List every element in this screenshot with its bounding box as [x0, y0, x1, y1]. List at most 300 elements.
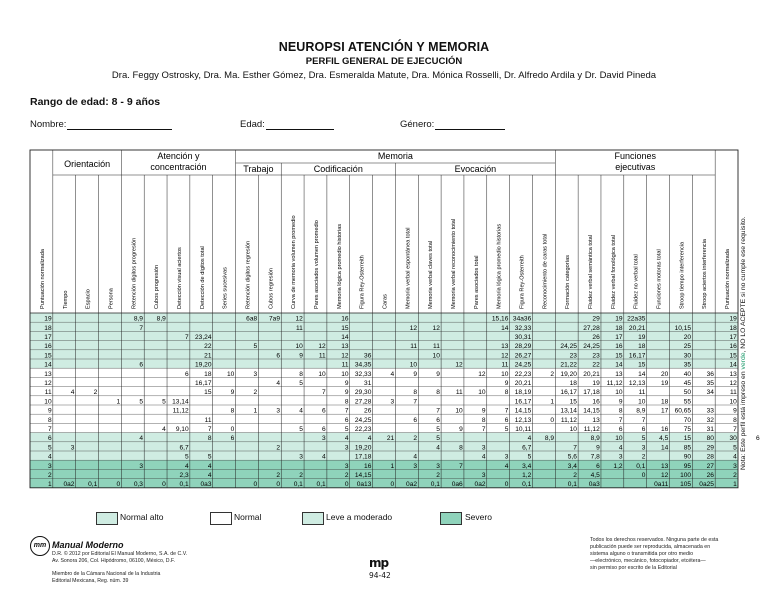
column-header: Caras — [382, 294, 389, 309]
table-cell: 2 — [436, 472, 440, 479]
score-cell: 1 — [47, 481, 52, 489]
table-cell: 29,30 — [354, 389, 372, 397]
table-cell: 9 — [596, 444, 600, 452]
table-cell: 19,20 — [194, 361, 212, 369]
column-header: Detección visual aciertos — [176, 247, 183, 309]
table-cell: 4 — [184, 462, 189, 470]
table-cell: 19 — [615, 315, 623, 323]
column-header: Memoria lógica promedio historias — [496, 223, 503, 309]
table-cell: 18 — [204, 370, 212, 378]
score-cell: 19 — [729, 315, 737, 323]
table-cell: 24,25 — [560, 343, 577, 351]
table-cell: 10 — [501, 370, 509, 378]
table-cell: 6 — [641, 426, 646, 433]
table-cell: 4 — [527, 435, 532, 443]
table-cell: 6 — [344, 416, 349, 424]
score-cell: 16 — [729, 343, 737, 351]
table-cell: 7 — [322, 389, 326, 397]
table-cell: 11,12 — [583, 426, 600, 433]
table-cell: 10 — [455, 407, 463, 415]
page-subtitle: PERFIL GENERAL DE EJECUCIÓN — [305, 56, 463, 67]
table-cell: 31 — [706, 426, 714, 433]
table-cell: 12 — [478, 370, 486, 378]
table-cell: 24,25 — [514, 361, 532, 369]
table-cell: 7 — [504, 407, 509, 415]
table-cell: 21 — [386, 435, 395, 443]
table-cell: 8,9 — [156, 315, 166, 323]
legend-label-mild-moderate: Leve a moderado — [326, 512, 393, 522]
table-cell: 0a3 — [588, 481, 600, 489]
table-cell: 5 — [299, 426, 303, 433]
table-cell: 4 — [344, 435, 349, 443]
score-cell: 3 — [733, 462, 737, 470]
table-cell: 3 — [344, 462, 349, 470]
table-cell: 70 — [683, 416, 692, 424]
table-cell: 0a2 — [474, 481, 486, 489]
table-cell: 6 — [436, 416, 440, 424]
row-band — [30, 359, 738, 368]
table-cell: 1,2 — [613, 462, 623, 470]
column-header: Cubos regresión — [268, 267, 275, 309]
group-label: Atención y — [157, 151, 200, 161]
column-header: Series sucesivas — [222, 267, 229, 309]
table-cell: 0 — [550, 416, 555, 424]
group-label: Orientación — [64, 159, 111, 169]
table-cell: 29 — [706, 444, 714, 452]
group-label: ejecutivas — [615, 162, 656, 172]
table-cell: 12 — [660, 472, 669, 479]
subgroup-label: Trabajo — [243, 164, 274, 174]
table-cell: 11,12 — [172, 407, 189, 415]
table-cell: 19,20 — [354, 444, 372, 452]
column-header: Persona — [108, 288, 115, 309]
table-cell: 7 — [436, 407, 440, 415]
column-header: Funciones motoras total — [656, 249, 663, 309]
rights-line: sin permiso por escrito de la Editorial — [590, 564, 677, 571]
table-cell: 20,21 — [514, 380, 532, 387]
table-cell: 19 — [592, 380, 600, 387]
table-cell: 6,7 — [522, 444, 532, 452]
table-cell: 5 — [436, 435, 440, 443]
column-header: Formación categorías — [565, 254, 572, 309]
table-cell: 16,17 — [628, 352, 646, 360]
table-cell: 0a13 — [356, 481, 372, 489]
table-cell: 11 — [410, 343, 418, 351]
column-header: Memoria lógica promedio historias — [336, 223, 343, 309]
legend-swatch-severe — [440, 512, 462, 525]
table-cell: 7 — [618, 416, 623, 424]
table-cell: 10 — [409, 361, 418, 369]
table-cell: 5 — [253, 343, 258, 351]
table-cell: 3 — [344, 444, 349, 452]
subgroup-label: Codificación — [313, 164, 363, 174]
table-cell: 2 — [641, 453, 646, 461]
table-cell: 9 — [344, 380, 349, 387]
column-header: Espacio — [85, 289, 92, 309]
rights-line: Todos los derechos reservados. Ninguna parte de esta — [590, 537, 719, 543]
table-cell: 16 — [592, 398, 600, 406]
table-cell: 4 — [70, 389, 75, 397]
table-cell: 22,23 — [514, 370, 532, 378]
table-cell: 12 — [318, 343, 326, 351]
table-cell: 10 — [227, 370, 235, 378]
table-cell: 11 — [501, 361, 509, 369]
rights-line: publicación puede ser reproducida, almacenada en — [590, 543, 711, 550]
table-cell: 14,15 — [583, 407, 600, 415]
table-cell: 17 — [660, 407, 669, 415]
table-cell: 3 — [641, 444, 646, 452]
table-cell: 8 — [504, 389, 509, 397]
table-cell: 18 — [638, 343, 646, 351]
table-cell: 7 — [139, 324, 143, 332]
gender-label: Género: — [400, 119, 435, 130]
table-cell: 14 — [501, 324, 509, 332]
table-cell: 85 — [683, 444, 692, 452]
table-cell: 31 — [364, 380, 372, 387]
score-cell: 15 — [44, 352, 52, 360]
table-cell: 26 — [592, 334, 600, 341]
table-cell: 8 — [481, 416, 486, 424]
age-range-heading: Rango de edad: 8 - 9 años — [30, 96, 161, 108]
column-header: Fluidez verbal semántica total — [588, 235, 595, 309]
table-cell: 40 — [683, 370, 692, 378]
table-cell: 12,13 — [628, 380, 646, 387]
table-cell: 0,1 — [430, 481, 440, 489]
publisher-logo-icon: mm — [30, 536, 50, 556]
table-cell: 5,6 — [567, 453, 577, 461]
score-cell: 5 — [733, 444, 737, 452]
column-header: Fluidez no verbal total — [633, 254, 640, 309]
code-logo-icon: mp — [369, 556, 389, 570]
table-cell: 1 — [390, 462, 395, 470]
score-cell: 15 — [729, 352, 737, 360]
table-cell: 11 — [455, 389, 463, 397]
table-cell: 4 — [390, 370, 395, 378]
table-cell: 17 — [615, 334, 623, 341]
table-cell: 21,22 — [560, 361, 577, 369]
table-cell: 18 — [569, 380, 577, 387]
table-cell: 13,14 — [172, 398, 189, 406]
score-cell: 17 — [729, 334, 737, 341]
table-cell: 11,12 — [606, 380, 623, 387]
table-cell: 0 — [390, 481, 395, 489]
table-cell: 19 — [660, 380, 669, 387]
table-cell: 22 — [592, 361, 600, 369]
row-band — [30, 460, 738, 469]
table-cell: 7 — [344, 407, 349, 415]
table-cell: 14 — [615, 361, 623, 369]
column-header: Curva de memoria volumen promedio — [291, 215, 298, 309]
table-cell: 14 — [341, 334, 349, 341]
table-cell: 9 — [504, 380, 509, 387]
score-cell: 2 — [47, 472, 52, 479]
table-cell: 20,21 — [628, 324, 646, 332]
score-cell: 10 — [44, 398, 52, 406]
table-cell: 14 — [638, 370, 646, 378]
table-cell: 26 — [364, 407, 372, 415]
score-cell: 17 — [44, 334, 52, 341]
table-cell: 6 — [504, 416, 509, 424]
table-cell: 0,1 — [522, 481, 532, 489]
table-cell: 0a2 — [406, 481, 418, 489]
score-cell: 4 — [733, 453, 737, 461]
table-cell: 8,9 — [636, 407, 646, 415]
subgroup-label: Evocación — [454, 164, 497, 174]
table-cell: 3 — [504, 453, 509, 461]
table-cell: 4,5 — [659, 435, 669, 443]
table-cell: 5 — [344, 426, 349, 433]
table-cell: 18 — [660, 398, 669, 406]
table-cell: 100 — [680, 472, 692, 479]
table-cell: 26 — [706, 472, 714, 479]
table-cell: 0 — [504, 481, 509, 489]
table-cell: 3 — [481, 444, 486, 452]
table-cell: 17,18 — [583, 389, 600, 397]
table-cell: 15 — [683, 435, 692, 443]
table-cell: 60,65 — [674, 407, 692, 415]
score-cell: 9 — [733, 407, 737, 415]
table-cell: 13 — [341, 343, 349, 351]
table-cell: 6 — [596, 462, 600, 470]
legend-label-severe: Severo — [465, 512, 492, 522]
table-cell: 10 — [318, 370, 326, 378]
column-header: Retención dígitos regresión — [245, 240, 252, 309]
table-cell: 20,21 — [583, 370, 600, 378]
table-cell: 2 — [299, 472, 303, 479]
table-cell: 22,23 — [354, 426, 372, 433]
table-cell: 3 — [253, 370, 258, 378]
table-cell: 13 — [501, 343, 509, 351]
score-cell: 16 — [44, 343, 52, 351]
table-cell: 34,35 — [354, 361, 372, 369]
table-cell: 16 — [660, 426, 669, 433]
table-cell: 15 — [341, 324, 349, 332]
row-band — [30, 451, 738, 460]
score-cell: 12 — [44, 380, 52, 387]
table-cell: 24,25 — [583, 343, 600, 351]
score-cell: 13 — [44, 370, 52, 378]
score-cell: 9 — [47, 407, 52, 415]
column-header: Puntuación normalizada — [725, 248, 732, 309]
table-cell: 17,18 — [354, 453, 372, 461]
column-header: Retención dígitos progresión — [131, 237, 138, 309]
table-cell: 6 — [322, 407, 326, 415]
table-cell: 7,8 — [590, 453, 600, 461]
table-cell: 2 — [276, 472, 281, 479]
table-cell: 0 — [641, 472, 646, 479]
table-cell: 8,9 — [544, 435, 555, 443]
table-cell: 15 — [638, 361, 646, 369]
table-cell: 10,11 — [515, 426, 532, 433]
table-cell: 13 — [592, 416, 600, 424]
table-cell: 6a8 — [246, 315, 258, 323]
table-cell: 9 — [618, 398, 623, 406]
table-cell: 0a2 — [63, 481, 75, 489]
table-cell: 11 — [433, 343, 440, 351]
table-cell: 8 — [436, 389, 440, 397]
table-cell: 27,28 — [354, 398, 372, 406]
score-cell: 4 — [47, 453, 52, 461]
score-cell: 7 — [733, 426, 737, 433]
table-cell: 27,28 — [583, 324, 600, 332]
score-cell: 11 — [44, 389, 52, 397]
rights-notice — [590, 537, 740, 572]
table-cell: 5 — [162, 398, 166, 406]
authors-line: Dra. Feggy Ostrosky, Dra. Ma. Esther Gómez, Dra. Esmeralda Matute, Dra. Mónica Rosselli, Dr. Alfredo Ardila y Dr. David Pineda — [111, 70, 657, 81]
table-cell: 9 — [344, 389, 349, 397]
group-label: Funciones — [614, 151, 656, 161]
table-cell: 6 — [139, 361, 143, 369]
table-cell: 19 — [638, 334, 646, 341]
table-cell: 10 — [638, 398, 646, 406]
table-cell: 24,25 — [354, 416, 372, 424]
table-cell: 6 — [184, 370, 189, 378]
row-band — [30, 442, 738, 451]
table-cell: 4 — [162, 426, 166, 433]
column-header: Puntuación normalizada — [39, 248, 46, 309]
column-header: Pares asociados total — [473, 255, 480, 309]
table-cell: 0 — [116, 481, 121, 489]
table-cell: 7 — [641, 416, 646, 424]
publisher-detail-line — [52, 565, 187, 572]
table-cell: 36 — [706, 370, 714, 378]
table-cell: 16,17 — [560, 389, 577, 397]
table-cell: 12,13 — [514, 416, 532, 424]
table-cell: 5 — [527, 453, 532, 461]
publisher-detail-line: D.R. © 2012 por Editorial El Manual Moderno, S.A. de C.V. — [52, 551, 188, 557]
legend-swatch-normal-high — [96, 512, 118, 525]
publisher-detail-line: Editorial Mexicana, Reg. núm. 39 — [52, 578, 129, 585]
publisher-details — [52, 551, 187, 585]
score-cell: 30 — [729, 435, 737, 443]
table-cell: 3,4 — [522, 462, 532, 470]
table-cell: 1 — [253, 407, 258, 415]
table-cell: 0a3 — [200, 481, 212, 489]
score-cell: 18 — [729, 324, 737, 332]
table-cell: 35 — [706, 380, 714, 387]
table-cell: 3 — [276, 407, 281, 415]
table-cell: 10 — [341, 370, 349, 378]
table-cell: 0a25 — [699, 481, 714, 489]
table-cell: 9 — [299, 352, 303, 360]
table-cell: 19,20 — [560, 370, 577, 378]
score-cell: 6 — [47, 435, 52, 443]
table-cell: 11 — [318, 352, 326, 360]
table-cell: 25 — [683, 343, 692, 351]
table-cell: 13 — [660, 462, 669, 470]
table-cell: 7 — [207, 426, 212, 433]
table-cell: 95 — [683, 462, 692, 470]
table-cell: 11,12 — [560, 416, 577, 424]
rights-line: sistema alguno o transmitida por otro medio — [590, 550, 694, 557]
table-cell: 8 — [207, 435, 212, 443]
table-cell: 34 — [706, 389, 714, 397]
table-cell: 12 — [501, 352, 509, 360]
table-cell: 3,4 — [567, 462, 577, 470]
table-cell: 6,7 — [179, 444, 189, 452]
row-band — [30, 341, 738, 350]
score-cell: 11 — [729, 389, 737, 397]
column-header: Figura Rey-Osterreith — [359, 255, 366, 309]
row-band — [30, 469, 738, 478]
table-cell: 3 — [322, 435, 326, 443]
table-cell: 4 — [299, 407, 303, 415]
table-cell: 11 — [204, 416, 212, 424]
table-cell: 12 — [295, 315, 303, 323]
table-cell: 0,1 — [567, 481, 577, 489]
table-cell: 26,27 — [514, 352, 532, 360]
legend-label-normal-high: Normal alto — [120, 512, 164, 522]
table-cell: 4 — [504, 462, 509, 470]
table-cell: 23 — [592, 352, 600, 360]
table-cell: 8 — [459, 444, 463, 452]
table-cell: 10 — [615, 389, 623, 397]
table-cell: 29 — [592, 315, 600, 323]
table-cell: 6 — [276, 352, 281, 360]
table-cell: 9 — [481, 407, 486, 415]
group-label: concentración — [150, 162, 207, 172]
table-cell: 12 — [341, 352, 349, 360]
table-cell: 7 — [413, 398, 418, 406]
table-cell: 55 — [683, 398, 692, 406]
score-cell: 5 — [47, 444, 52, 452]
table-cell: 22a35 — [627, 315, 646, 323]
table-cell: 23 — [569, 352, 577, 360]
table-cell: 3 — [70, 444, 75, 452]
table-cell: 11 — [638, 389, 646, 397]
table-cell: 1 — [550, 398, 555, 406]
table-cell: 27 — [706, 462, 714, 470]
table-cell: 15 — [204, 389, 212, 397]
table-cell: 5 — [299, 380, 303, 387]
table-cell: 6 — [755, 435, 760, 443]
table-cell: 16 — [341, 315, 349, 323]
table-cell: 32,33 — [514, 324, 532, 332]
table-cell: 11 — [296, 324, 303, 332]
table-cell: 3 — [618, 453, 623, 461]
row-band — [30, 331, 738, 340]
table-cell: 20 — [660, 370, 669, 378]
table-cell: 8 — [413, 389, 418, 397]
table-cell: 6 — [230, 435, 235, 443]
table-cell: 5 — [436, 426, 440, 433]
score-cell: 14 — [44, 361, 52, 369]
table-cell: 7 — [481, 426, 486, 433]
row-band — [30, 433, 738, 442]
score-cell: 7 — [47, 426, 52, 433]
table-cell: 12 — [432, 324, 440, 332]
publisher-detail-line: Miembro de la Cámara Nacional de la Industria — [52, 571, 161, 578]
table-cell: 0,1 — [293, 481, 303, 489]
table-cell: 3 — [413, 462, 418, 470]
table-cell: 4 — [322, 453, 326, 461]
age-label: Edad: — [240, 119, 265, 130]
table-cell: 3 — [390, 398, 395, 406]
table-cell: 8,9 — [133, 315, 143, 323]
table-cell: 32,33 — [354, 370, 372, 378]
form-code-number: 94-42 — [369, 571, 391, 580]
name-label: Nombre: — [30, 119, 67, 130]
table-cell: 32 — [706, 416, 714, 424]
column-header: Pares asociados volumen promedio — [313, 220, 320, 309]
table-cell: 0 — [230, 426, 235, 433]
table-cell: 4 — [413, 453, 418, 461]
table-cell: 2 — [276, 444, 281, 452]
score-cell: 10 — [729, 398, 737, 406]
score-cell: 19 — [44, 315, 52, 323]
column-header: Fluidez verbal fonológica total — [610, 234, 617, 309]
table-cell: 10,15 — [674, 324, 692, 332]
